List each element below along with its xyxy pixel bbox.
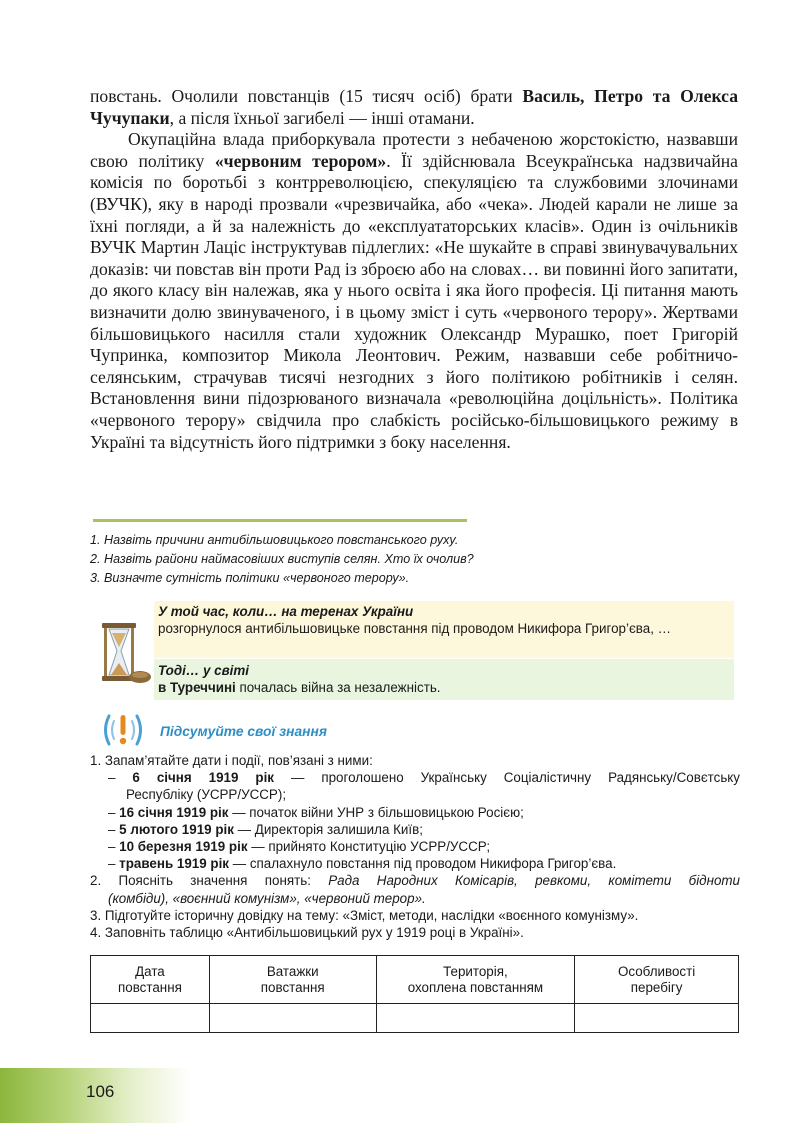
- ukraine-text: розгорнулося антибільшовицьке повстання під проводом Никифора Григор’єва, …: [158, 621, 672, 636]
- uprising-table: [90, 955, 739, 1033]
- summary-heading: Підсумуйте свої знання: [160, 724, 327, 739]
- task-1-intro: 1. Запам’ятайте дати і події, пов’язані з ними:: [90, 753, 373, 768]
- table-header-cell: Ватажки повстання: [209, 956, 376, 1004]
- table-row: [91, 1004, 739, 1033]
- task-3: 3. Підготуйте історичну довідку на тему: «Зміст, методи, наслідки «воєнного комунізму».: [90, 907, 639, 923]
- date-item-continuation: Республіку (УСРР/УССР);: [126, 787, 287, 803]
- ukraine-panel: [154, 601, 734, 658]
- world-heading: Тоді… у світі: [158, 663, 250, 678]
- task-2-continuation: (комбіди), «воєнний комунізм», «червоний терор».: [108, 890, 426, 906]
- table-header-cell: Особливості перебігу: [575, 956, 739, 1004]
- table-header-cell: Територія, охоплена повстанням: [376, 956, 575, 1004]
- task-4: 4. Заповніть таблицю «Антибільшовицький рух у 1919 році в Україні».: [90, 925, 524, 941]
- world-panel: [154, 659, 734, 700]
- task-2: 2. Поясніть значення понять: Рада Народних Комісарів, ревкоми, комітети бідноти: [90, 873, 741, 889]
- question-item: 2. Назвіть райони наймасовіших виступів селян. Хто їх очолив?: [90, 552, 474, 566]
- summary-tasks: [90, 752, 740, 941]
- timeline-box: [96, 601, 740, 701]
- page-number: 106: [86, 1082, 115, 1101]
- lightbulb-exclamation-icon: [100, 708, 146, 752]
- date-item: – 5 лютого 1919 рік — Директорія залишила Київ;: [108, 821, 423, 837]
- date-item: – 10 березня 1919 рік — прийнято Конституцію УСРР/УССР;: [108, 839, 491, 855]
- table-cell[interactable]: [575, 1004, 739, 1033]
- table-header-cell: Дата повстання: [91, 956, 210, 1004]
- table-header-row: [91, 956, 739, 1004]
- question-item: 3. Визначте сутність політики «червоного терору».: [90, 571, 410, 585]
- table-cell[interactable]: [209, 1004, 376, 1033]
- review-questions: [90, 531, 740, 588]
- ukraine-heading: У той час, коли… на теренах України: [158, 604, 414, 619]
- date-item: – 6 січня 1919 рік — проголошено Українську Соціалістичну Радянську/Совєтську: [108, 770, 741, 786]
- world-text: в Туреччині почалась війна за незалежність.: [158, 680, 441, 695]
- paragraph-1: повстань. Очолили повстанців (15 тисяч осіб) брати Василь, Петро та Олекса Чучупаки, а після їхньої загибелі — інші отамани.: [90, 86, 739, 128]
- hourglass-icon: [96, 621, 152, 687]
- paragraph-2: Окупаційна влада приборкувала протести з небаченою жорстокістю, назвавши свою політику «червоним терором». Її здійснювала Всеукраїнська надзвичайна комісія по боротьбі з контрреволюцією, спекуляцією та службовими злочинами (ВУЧК), яку в народі прозвали «чрезвичайка, або «чека». Людей карали не лише за їхні погляди, а й за належність до «експлуататорських класів». Один із очільників ВУЧК Мартин Лаціс інструктував підлеглих: «Не шукайте в справі звинувачувальних доказів: чи повстав він проти Рад із зброєю або на словах… ви повинні його запитати, до якого класу він належав, яка у нього освіта і яка його професія. Ці питання мають визначити долю звинуваченого, і в цьому зміст і суть «червоного терору». Жертвами більшовицького насилля стали художник Олександр Мурашко, поет Григорій Чупринка, композитор Микола Леонтович. Режим, назвавши себе робітничо-селянським, страчував тисячі незгодних з його політикою робітників і селян. Встановлення вини підозрюваного визначала «революційна доцільність». Політика «червоного терору» свідчила про слабкість російсько-більшовицького режиму в Україні та відсутність його підтримки з боку населення.: [90, 129, 738, 452]
- date-item: – 16 січня 1919 рік — початок війни УНР з більшовицькою Росією;: [108, 804, 524, 820]
- section-divider: [93, 519, 467, 522]
- main-text: [90, 86, 738, 453]
- table-cell[interactable]: [376, 1004, 575, 1033]
- question-item: 1. Назвіть причини антибільшовицького повстанського руху.: [90, 533, 459, 547]
- table-cell[interactable]: [91, 1004, 210, 1033]
- date-item: – травень 1919 рік — спалахнуло повстання під проводом Никифора Григор’єва.: [108, 856, 617, 872]
